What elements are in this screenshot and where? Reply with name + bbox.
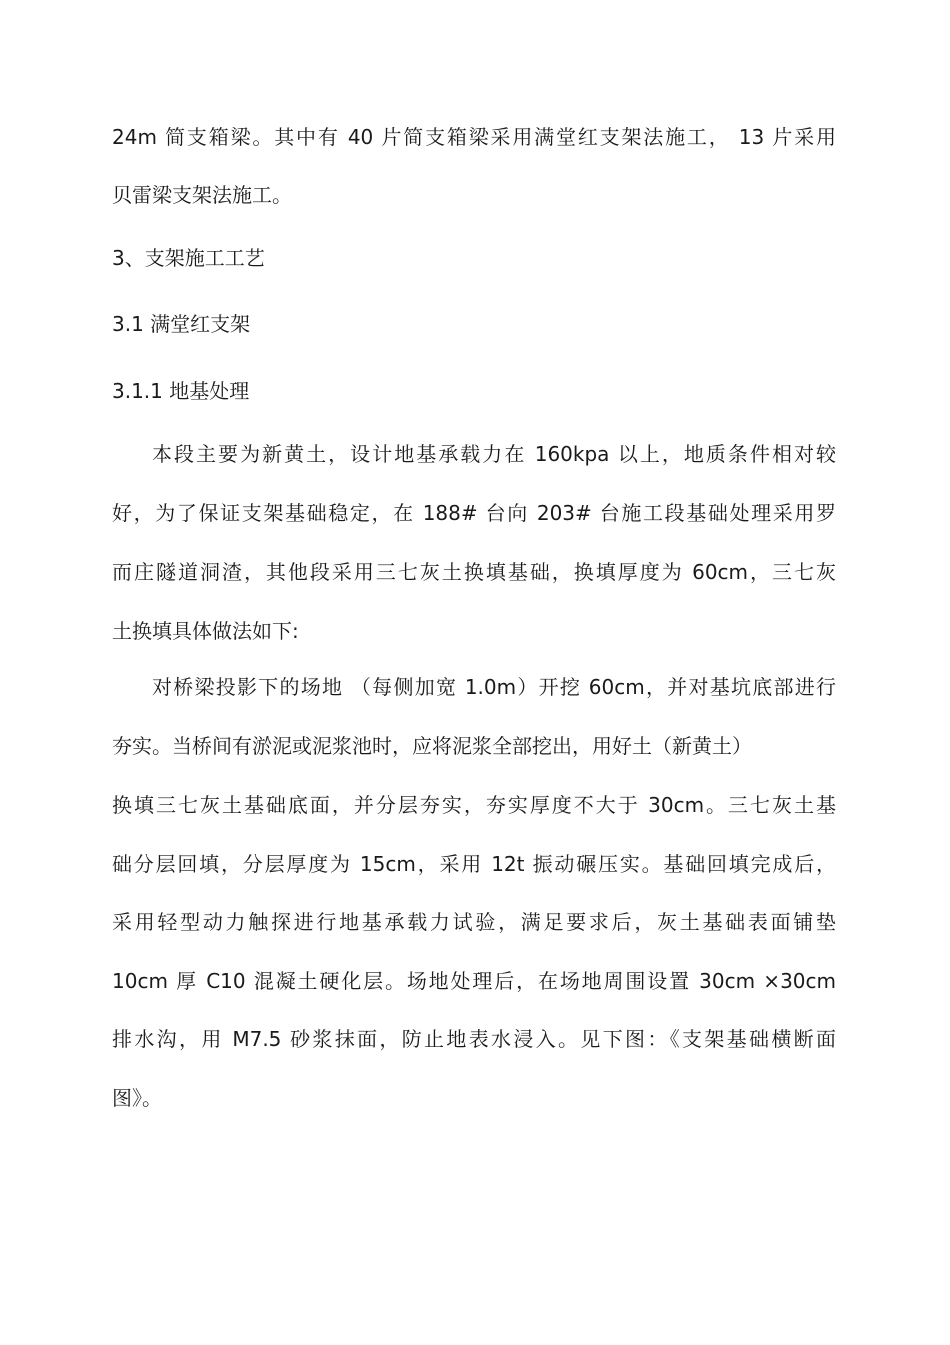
paragraph-3-line-7: 排水沟，用 M7.5 砂浆抹面，防止地表水浸入。见下图：《支架基础横断面 [112, 1027, 836, 1051]
paragraph-2-line-1: 本段主要为新黄土，设计地基承载力在 160kpa 以上，地质条件相对较 [152, 442, 836, 466]
paragraph-3-line-1: 对桥梁投影下的场地 （每侧加宽 1.0m）开挖 60cm，并对基坑底部进行 [152, 675, 836, 699]
paragraph-2-line-4: 土换填具体做法如下: [112, 619, 299, 643]
paragraph-3-line-6: 10cm 厚 C10 混凝土硬化层。场地处理后，在场地周围设置 30cm ×30cm [112, 969, 836, 993]
paragraph-1-line-1: 24m 简支箱梁。其中有 40 片简支箱梁采用满堂红支架法施工， 13 片采用 [112, 125, 836, 149]
paragraph-3-line-3: 换填三七灰土基础底面，并分层夯实，夯实厚度不大于 30cm。三七灰土基 [112, 793, 836, 817]
paragraph-3-line-2: 夯实。当桥间有淤泥或泥浆池时，应将泥浆全部挖出，用好土（新黄土） [112, 734, 752, 758]
heading-3-1: 3.1 满堂红支架 [112, 312, 251, 336]
paragraph-2-line-3: 而庄隧道洞渣，其他段采用三七灰土换填基础，换填厚度为 60cm，三七灰 [112, 560, 836, 584]
heading-3-1-1: 3.1.1 地基处理 [112, 379, 250, 403]
paragraph-3-line-8: 图》。 [112, 1086, 162, 1110]
heading-3: 3、支架施工工艺 [112, 246, 265, 270]
paragraph-1-line-2: 贝雷梁支架法施工。 [112, 183, 292, 207]
paragraph-3-line-4: 础分层回填，分层厚度为 15cm，采用 12t 振动碾压实。基础回填完成后， [112, 852, 836, 876]
paragraph-3-line-5: 采用轻型动力触探进行地基承载力试验，满足要求后，灰土基础表面铺垫 [112, 910, 836, 934]
paragraph-2-line-2: 好，为了保证支架基础稳定，在 188# 台向 203# 台施工段基础处理采用罗 [112, 501, 836, 525]
